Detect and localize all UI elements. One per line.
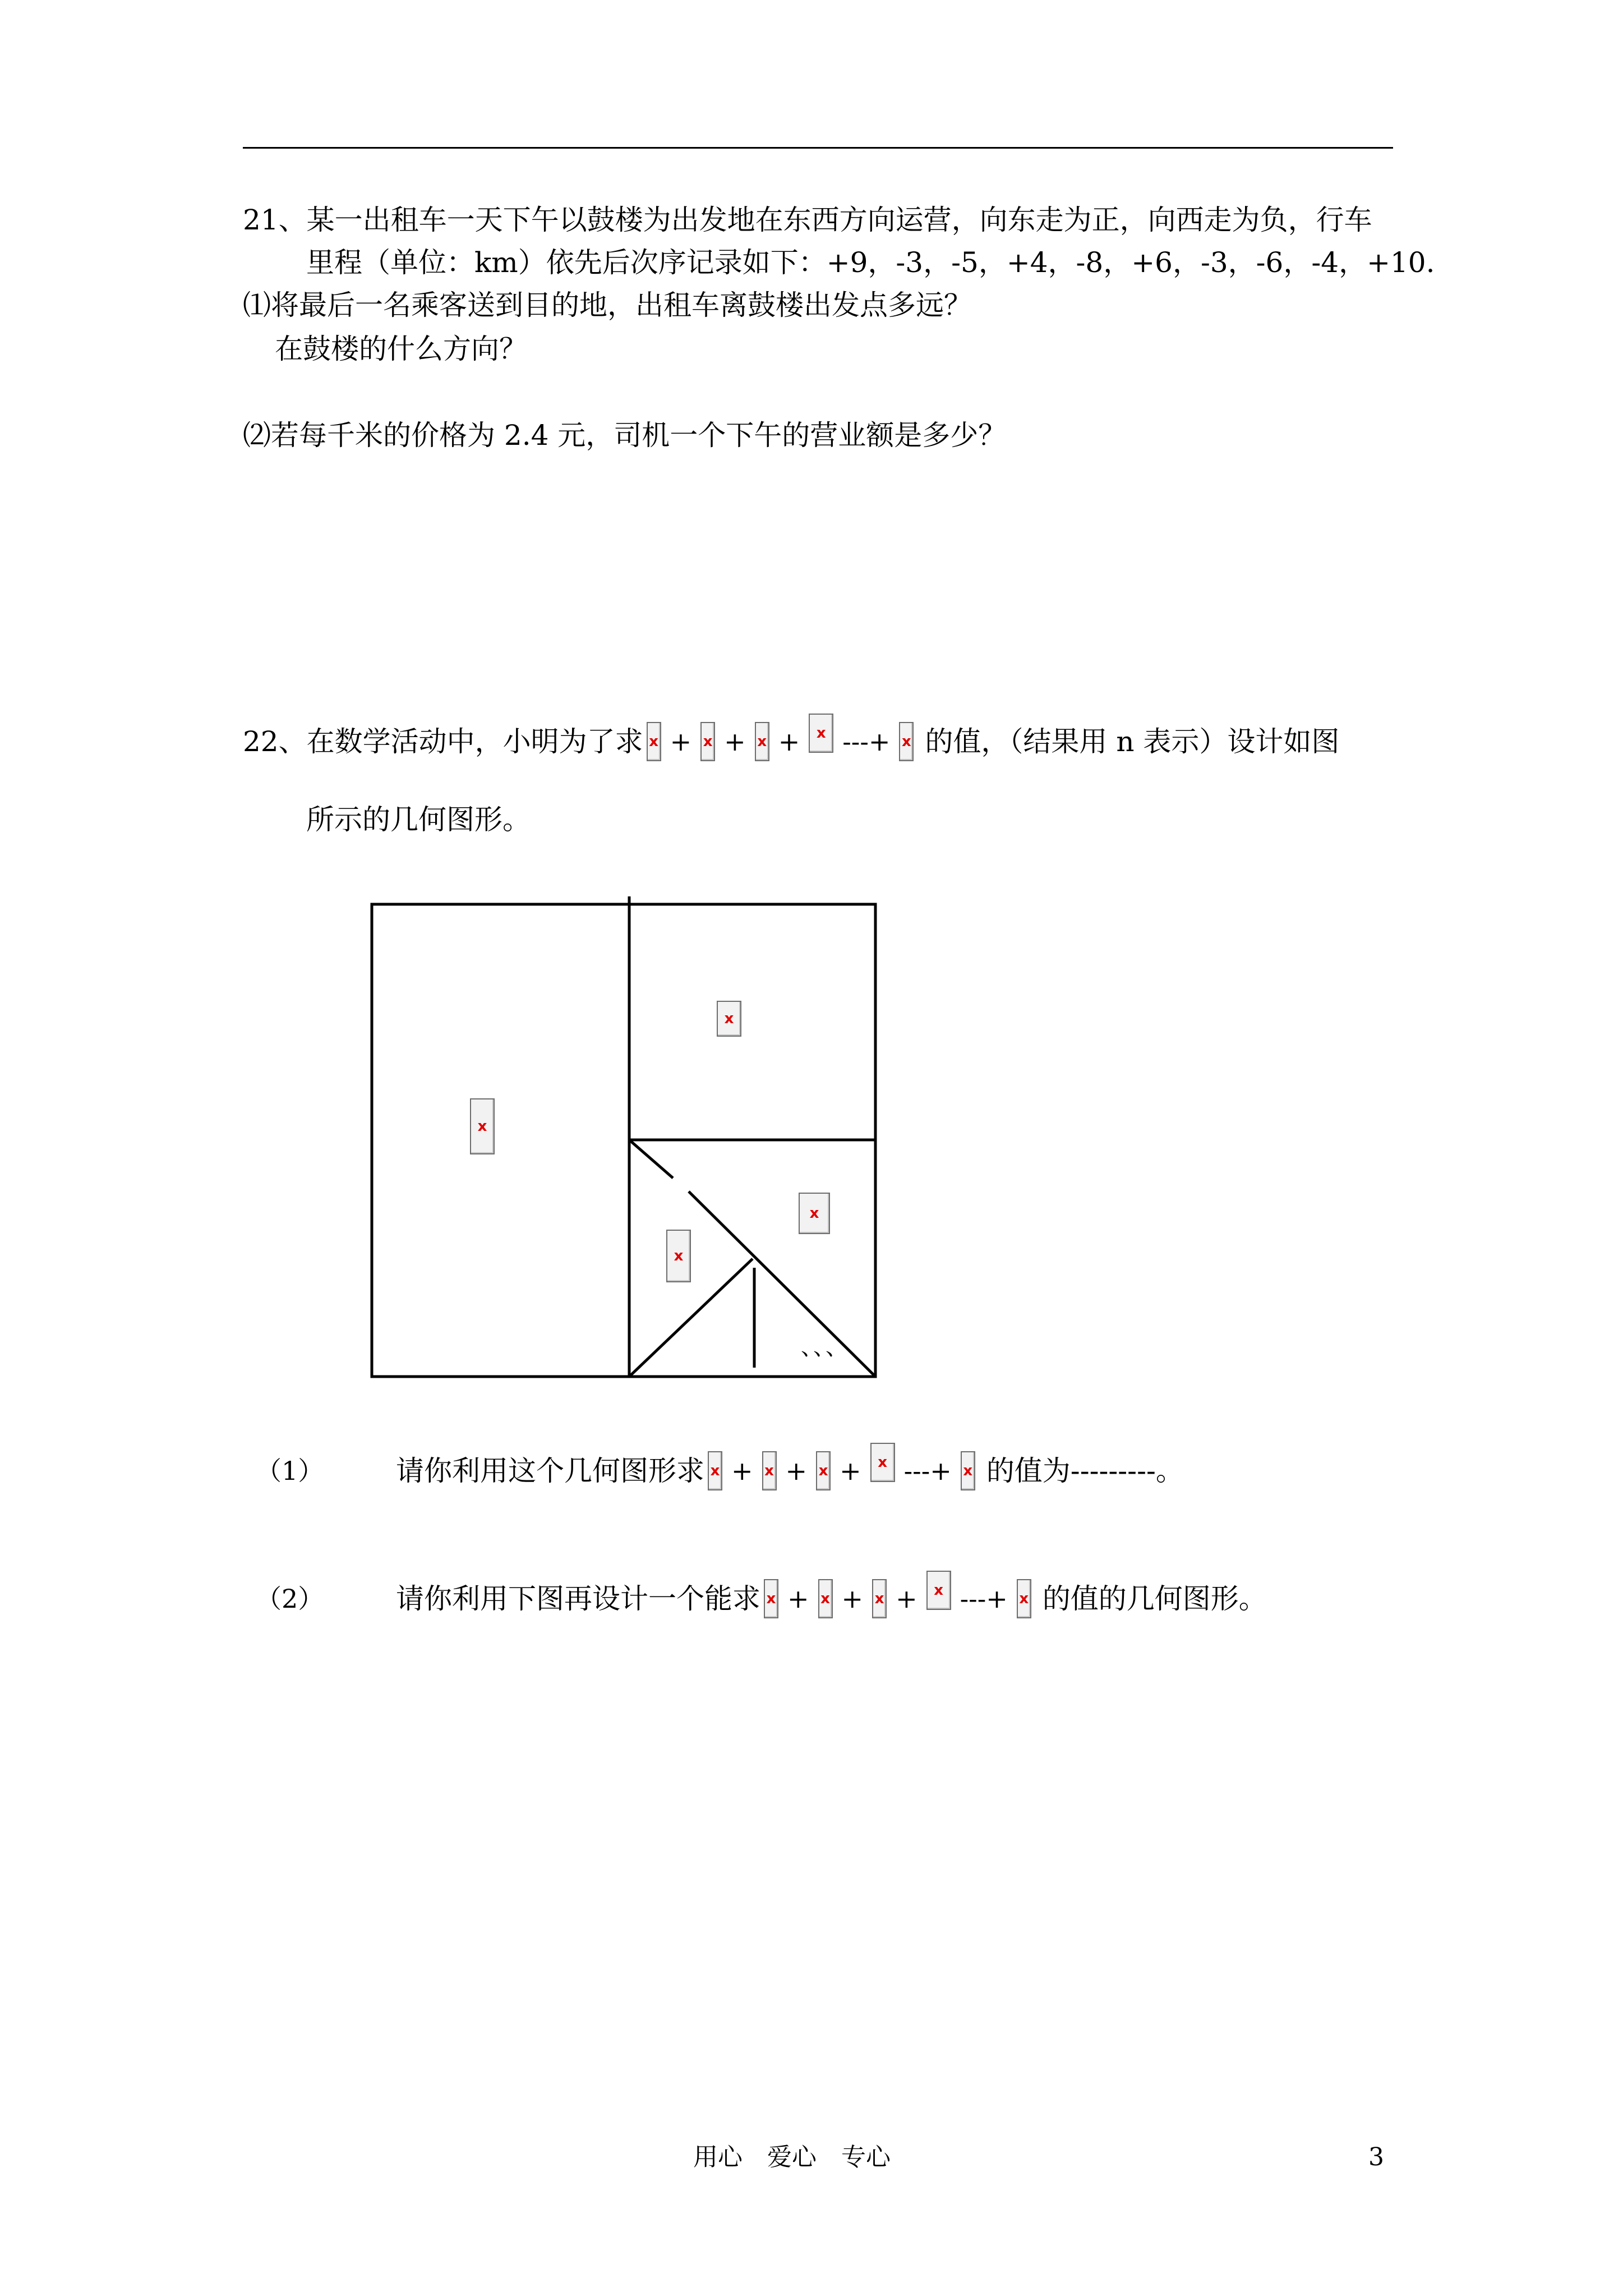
ellipsis-plus: ---+ bbox=[960, 1584, 1008, 1614]
plus-sign: + bbox=[785, 1456, 808, 1486]
q21-line1: 21、某一出租车一天下午以鼓楼为出发地在东西方向运营，向东走为正，向西走为负，行车 bbox=[243, 204, 1372, 236]
formula-image-icon: x bbox=[818, 1579, 833, 1618]
plus-sign: + bbox=[841, 1584, 864, 1614]
q21-part1-line2: 在鼓楼的什么方向？ bbox=[275, 333, 527, 365]
figure-region-half bbox=[467, 1098, 498, 1154]
plus-sign: + bbox=[670, 726, 692, 757]
plus-sign: + bbox=[840, 1456, 861, 1486]
formula-image-icon: x bbox=[647, 722, 661, 761]
formula-image-icon: x bbox=[809, 714, 833, 753]
formula-image-icon: x bbox=[717, 1001, 741, 1037]
q22-intro-suffix: 的值，（结果用 n 表示）设计如图 bbox=[925, 725, 1340, 758]
figure-dots: 、、、 bbox=[801, 1335, 849, 1360]
formula-image-icon: x bbox=[764, 1579, 778, 1618]
formula-image-icon: x bbox=[961, 1451, 975, 1490]
formula-image-icon: x bbox=[700, 722, 715, 761]
plus-sign: + bbox=[731, 1456, 753, 1486]
figure-region-sixteenth bbox=[663, 1230, 694, 1282]
plus-sign: + bbox=[896, 1584, 917, 1614]
plus-sign: + bbox=[778, 726, 800, 757]
figure-region-eighth bbox=[795, 1193, 833, 1234]
q22-sub1-prefix: 请你利用这个几何图形求 bbox=[396, 1455, 704, 1487]
formula-image-icon: x bbox=[799, 1193, 830, 1234]
ellipsis-plus: ---+ bbox=[903, 1456, 952, 1486]
formula-image-icon: x bbox=[899, 722, 914, 761]
ellipsis-plus: ---+ bbox=[842, 726, 891, 757]
plus-sign: + bbox=[724, 726, 746, 757]
formula-image-icon: x bbox=[708, 1451, 722, 1490]
q22-sub1-number: （1） bbox=[256, 1456, 324, 1486]
formula-image-icon: x bbox=[1017, 1579, 1031, 1618]
formula-image-icon: x bbox=[926, 1571, 951, 1610]
formula-image-icon: x bbox=[762, 1451, 777, 1490]
figure-diagonal-segment bbox=[629, 1140, 673, 1178]
figure-region-quarter bbox=[713, 1001, 745, 1037]
q22-intro-prefix: 22、在数学活动中，小明为了求 bbox=[243, 725, 643, 758]
formula-image-icon: x bbox=[470, 1098, 495, 1154]
q22-sub1-suffix: 的值为---------。 bbox=[986, 1455, 1184, 1487]
q22-sub2-number: （2） bbox=[256, 1584, 324, 1614]
q21-part2: ⑵若每千米的价格为 2.4 元，司机一个下午的营业额是多少？ bbox=[243, 419, 1007, 452]
plus-sign: + bbox=[787, 1584, 809, 1614]
formula-image-icon: x bbox=[666, 1230, 691, 1282]
q22-intro-line2: 所示的几何图形。 bbox=[306, 803, 531, 836]
q21-line2: 里程（单位：km）依先后次序记录如下：+9，-3，-5，+4，-8，+6，-3，-6，-4，+10. bbox=[306, 246, 1435, 279]
q22-sub1-line bbox=[396, 1448, 1184, 1491]
q22-sub2-suffix: 的值的几何图形。 bbox=[1042, 1582, 1267, 1615]
q22-sub2-prefix: 请你利用下图再设计一个能求 bbox=[396, 1582, 760, 1615]
footer-slogan: 用心 爱心 专心 bbox=[693, 2143, 891, 2171]
formula-image-icon: x bbox=[872, 1579, 887, 1618]
formula-image-icon: x bbox=[816, 1451, 831, 1490]
q21-part1-line1: ⑴将最后一名乘客送到目的地，出租车离鼓楼出发点多远？ bbox=[243, 289, 972, 321]
formula-image-icon: x bbox=[755, 722, 769, 761]
formula-image-icon: x bbox=[870, 1443, 895, 1482]
q22-sub2-line bbox=[396, 1576, 1267, 1619]
page-number: 3 bbox=[1368, 2143, 1384, 2171]
